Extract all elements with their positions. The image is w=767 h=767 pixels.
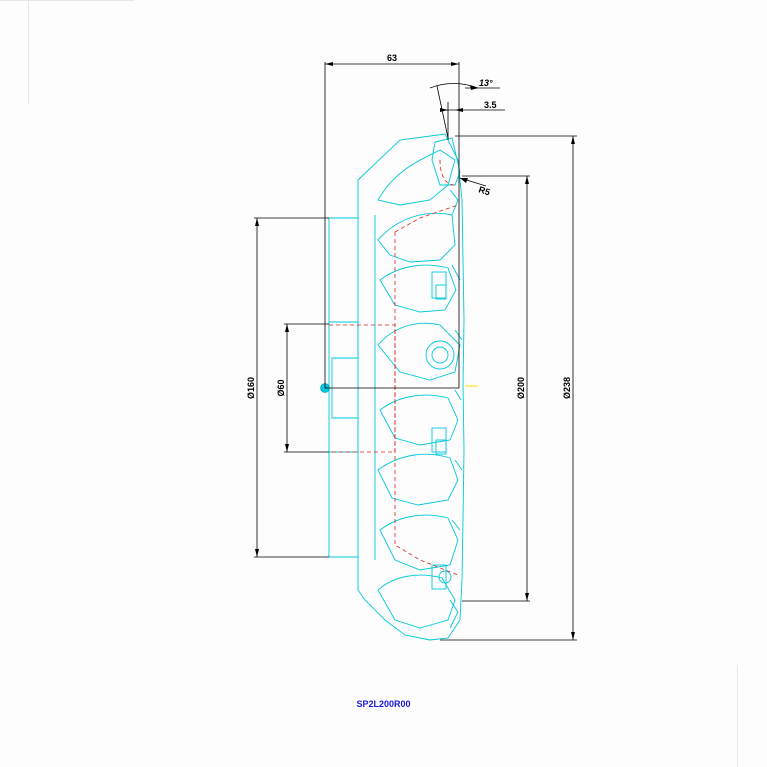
arrow-60-bottom — [285, 444, 289, 452]
top-insert — [432, 138, 460, 185]
hidden-lines — [329, 160, 458, 575]
arrow-160-bottom — [255, 549, 259, 557]
part-code-label: SP2L200R00 — [356, 699, 411, 709]
arrow-160-top — [255, 218, 259, 226]
hidden-top — [440, 160, 455, 185]
arrow-63-left — [325, 62, 333, 66]
arrow-200-bottom — [525, 593, 529, 601]
pocket-6 — [378, 454, 458, 505]
dim-label-200: Ø200 — [516, 376, 526, 400]
dimension-lines — [254, 62, 577, 640]
dim-label-63: 63 — [386, 53, 398, 63]
arrow-238-top — [571, 136, 575, 144]
arrow-35-left — [440, 108, 448, 112]
insert-hole-1 — [426, 341, 454, 369]
insert-hole-2 — [432, 347, 448, 363]
dim-label-60: Ø60 — [276, 379, 286, 397]
dim-label-238: Ø238 — [562, 376, 572, 400]
pocket-7 — [380, 515, 458, 570]
angle-ext-1 — [437, 86, 448, 138]
insert-seat-2 — [436, 285, 446, 299]
edge-detail — [450, 190, 462, 628]
insert-hole-3 — [439, 571, 451, 583]
hub-step — [329, 322, 358, 452]
dim-label-160: Ø160 — [246, 376, 256, 400]
arrow-60-top — [285, 324, 289, 332]
arrow-r5 — [460, 178, 468, 183]
pocket-2 — [378, 213, 455, 262]
body-profile — [329, 134, 464, 640]
dim-label-angle: 13° — [479, 78, 493, 88]
dim-label-35: 3.5 — [484, 100, 497, 110]
dim-label-r5: R5 — [477, 184, 492, 198]
arrow-200-top — [525, 176, 529, 184]
part-outline — [329, 134, 464, 640]
hidden-bore — [329, 325, 395, 452]
arrow-238-bottom — [571, 632, 575, 640]
arrow-63-right — [451, 62, 459, 66]
